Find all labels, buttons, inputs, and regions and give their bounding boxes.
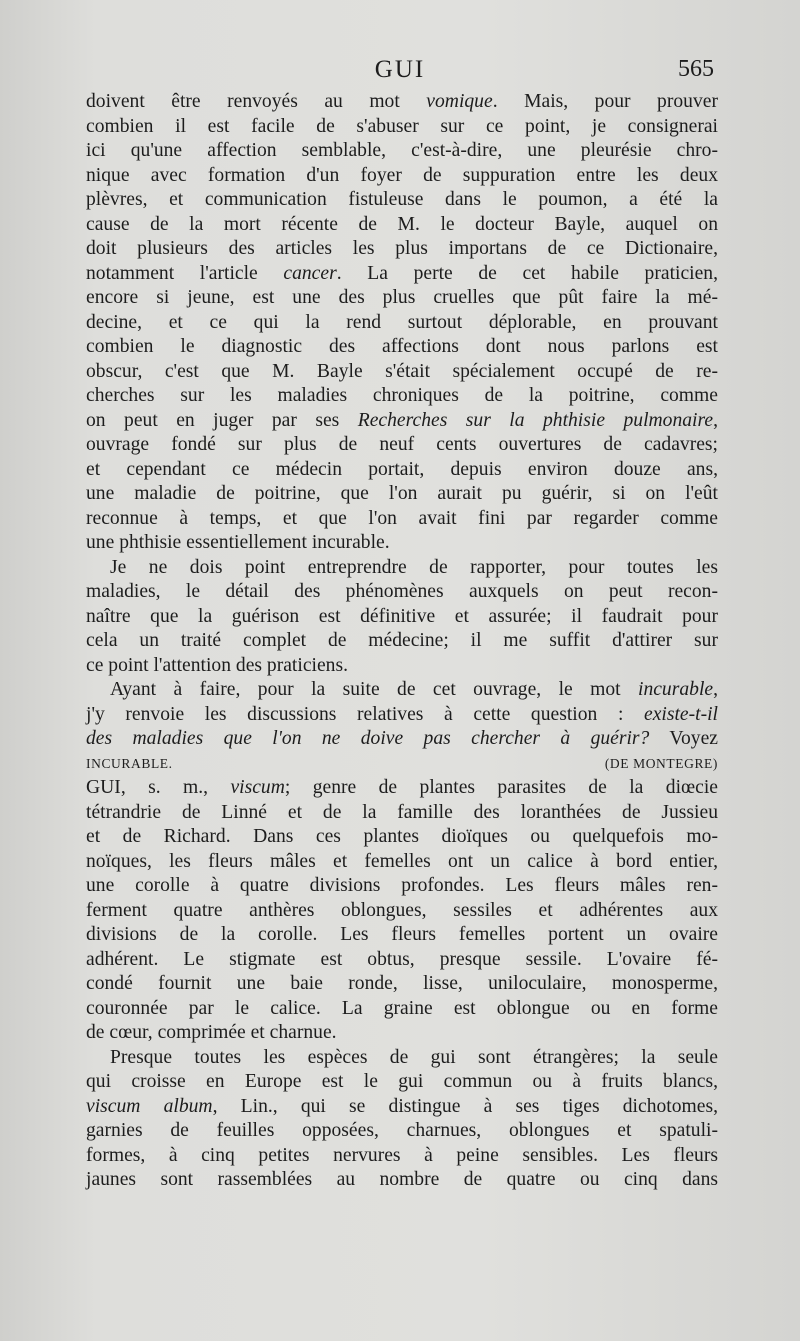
- text-line: de cœur, comprimée et charnue.: [86, 1022, 337, 1043]
- text-line: qui croisse en Europe est le gui commun ou à fruits blancs,: [86, 1071, 718, 1092]
- text-line: obscur, c'est que M. Bayle s'était spécialement occupé de re-: [86, 360, 718, 382]
- text-line: [86, 752, 718, 777]
- text-line: jaunes sont rassemblées au nombre de quatre ou cinq dans: [86, 1169, 718, 1190]
- text-line: Ayant à faire, pour la suite de cet ouvrage, le mot incurable,: [110, 679, 718, 700]
- text-line: ici qu'une affection semblable, c'est-à-dire, une pleurésie chro-: [86, 140, 718, 161]
- text-line: reconnue à temps, et que l'on avait fini par regarder comme: [86, 507, 718, 529]
- text-line: notamment l'article cancer. La perte de cet habile praticien,: [86, 262, 718, 284]
- text-line: combien il est facile de s'abuser sur ce point, je consignerai: [86, 115, 718, 137]
- text-line: GUI, s. m., viscum; genre de plantes parasites de la diœcie: [86, 777, 718, 798]
- text-line: adhérent. Le stigmate est obtus, presque sessile. L'ovaire fé-: [86, 948, 718, 970]
- text-line: Je ne dois point entreprendre de rapporter, pour toutes les: [110, 556, 718, 578]
- text-line: et cependant ce médecin portait, depuis environ douze ans,: [86, 458, 718, 480]
- text-line: maladies, le détail des phénomènes auxquels on peut recon-: [86, 581, 718, 602]
- page-header: [0, 56, 800, 88]
- text-line: condé fournit une baie ronde, lisse, uniloculaire, monosperme,: [86, 973, 718, 994]
- text-line: couronnée par le calice. La graine est oblongue ou en forme: [86, 997, 718, 1019]
- text-line: decine, et ce qui la rend surtout déplorable, en prouvant: [86, 311, 718, 333]
- text-line: nique avec formation d'un foyer de suppuration entre les deux: [86, 164, 718, 186]
- text-line: combien le diagnostic des affections dont nous parlons est: [86, 336, 718, 357]
- text-line: j'y renvoie les discussions relatives à cette question : existe-t-il: [86, 703, 718, 725]
- text-line: une corolle à quatre divisions profondes. Les fleurs mâles ren-: [86, 875, 718, 896]
- text-line: divisions de la corolle. Les fleurs femelles portent un ovaire: [86, 924, 718, 945]
- text-line: une maladie de poitrine, que l'on aurait pu guérir, si on l'eût: [86, 483, 718, 504]
- text-line: plèvres, et communication fistuleuse dans le poumon, a été la: [86, 189, 718, 210]
- text-line: cela un traité complet de médecine; il me suffit d'attirer sur: [86, 630, 718, 651]
- body-text: [86, 90, 718, 1193]
- text-line: Presque toutes les espèces de gui sont étrangères; la seule: [110, 1046, 718, 1068]
- text-line: formes, à cinq petites nervures à peine sensibles. Les fleurs: [86, 1144, 718, 1166]
- text-line: ouvrage fondé sur plus de neuf cents ouvertures de cadavres;: [86, 434, 718, 455]
- text-line: ferment quatre anthères oblongues, sessiles et adhérentes aux: [86, 899, 718, 921]
- text-line: une phthisie essentiellement incurable.: [86, 532, 390, 553]
- text-line: on peut en juger par ses Recherches sur la phthisie pulmonaire,: [86, 409, 718, 431]
- cross-reference: INCURABLE.: [86, 755, 173, 771]
- text-line: naître que la guérison est définitive et assurée; il faudrait pour: [86, 605, 718, 627]
- text-line: doivent être renvoyés au mot vomique. Mais, pour prouver: [86, 91, 718, 112]
- author-signature: (DE MONTEGRE): [604, 755, 718, 771]
- text-line: encore si jeune, est une des plus cruelles que pût faire la mé-: [86, 287, 718, 308]
- text-line: cherches sur les maladies chroniques de la poitrine, comme: [86, 385, 718, 406]
- text-line: doit plusieurs des articles les plus importans de ce Dictionaire,: [86, 238, 718, 259]
- text-line: ce point l'attention des praticiens.: [86, 654, 348, 676]
- text-line: cause de la mort récente de M. le docteur Bayle, auquel on: [86, 213, 718, 235]
- text-line: des maladies que l'on ne doive pas chercher à guérir? Voyez: [86, 728, 718, 749]
- text-line: et de Richard. Dans ces plantes dioïques ou quelquefois mo-: [86, 826, 718, 847]
- page-number: 565: [678, 56, 714, 82]
- text-line: tétrandrie de Linné et de la famille des loranthées de Jussieu: [86, 801, 718, 823]
- running-head: GUI: [374, 56, 426, 83]
- text-line: noïques, les fleurs mâles et femelles ont un calice à bord entier,: [86, 850, 718, 872]
- text-line: garnies de feuilles opposées, charnues, oblongues et spatuli-: [86, 1120, 718, 1141]
- text-line: viscum album, Lin., qui se distingue à ses tiges dichotomes,: [86, 1095, 718, 1117]
